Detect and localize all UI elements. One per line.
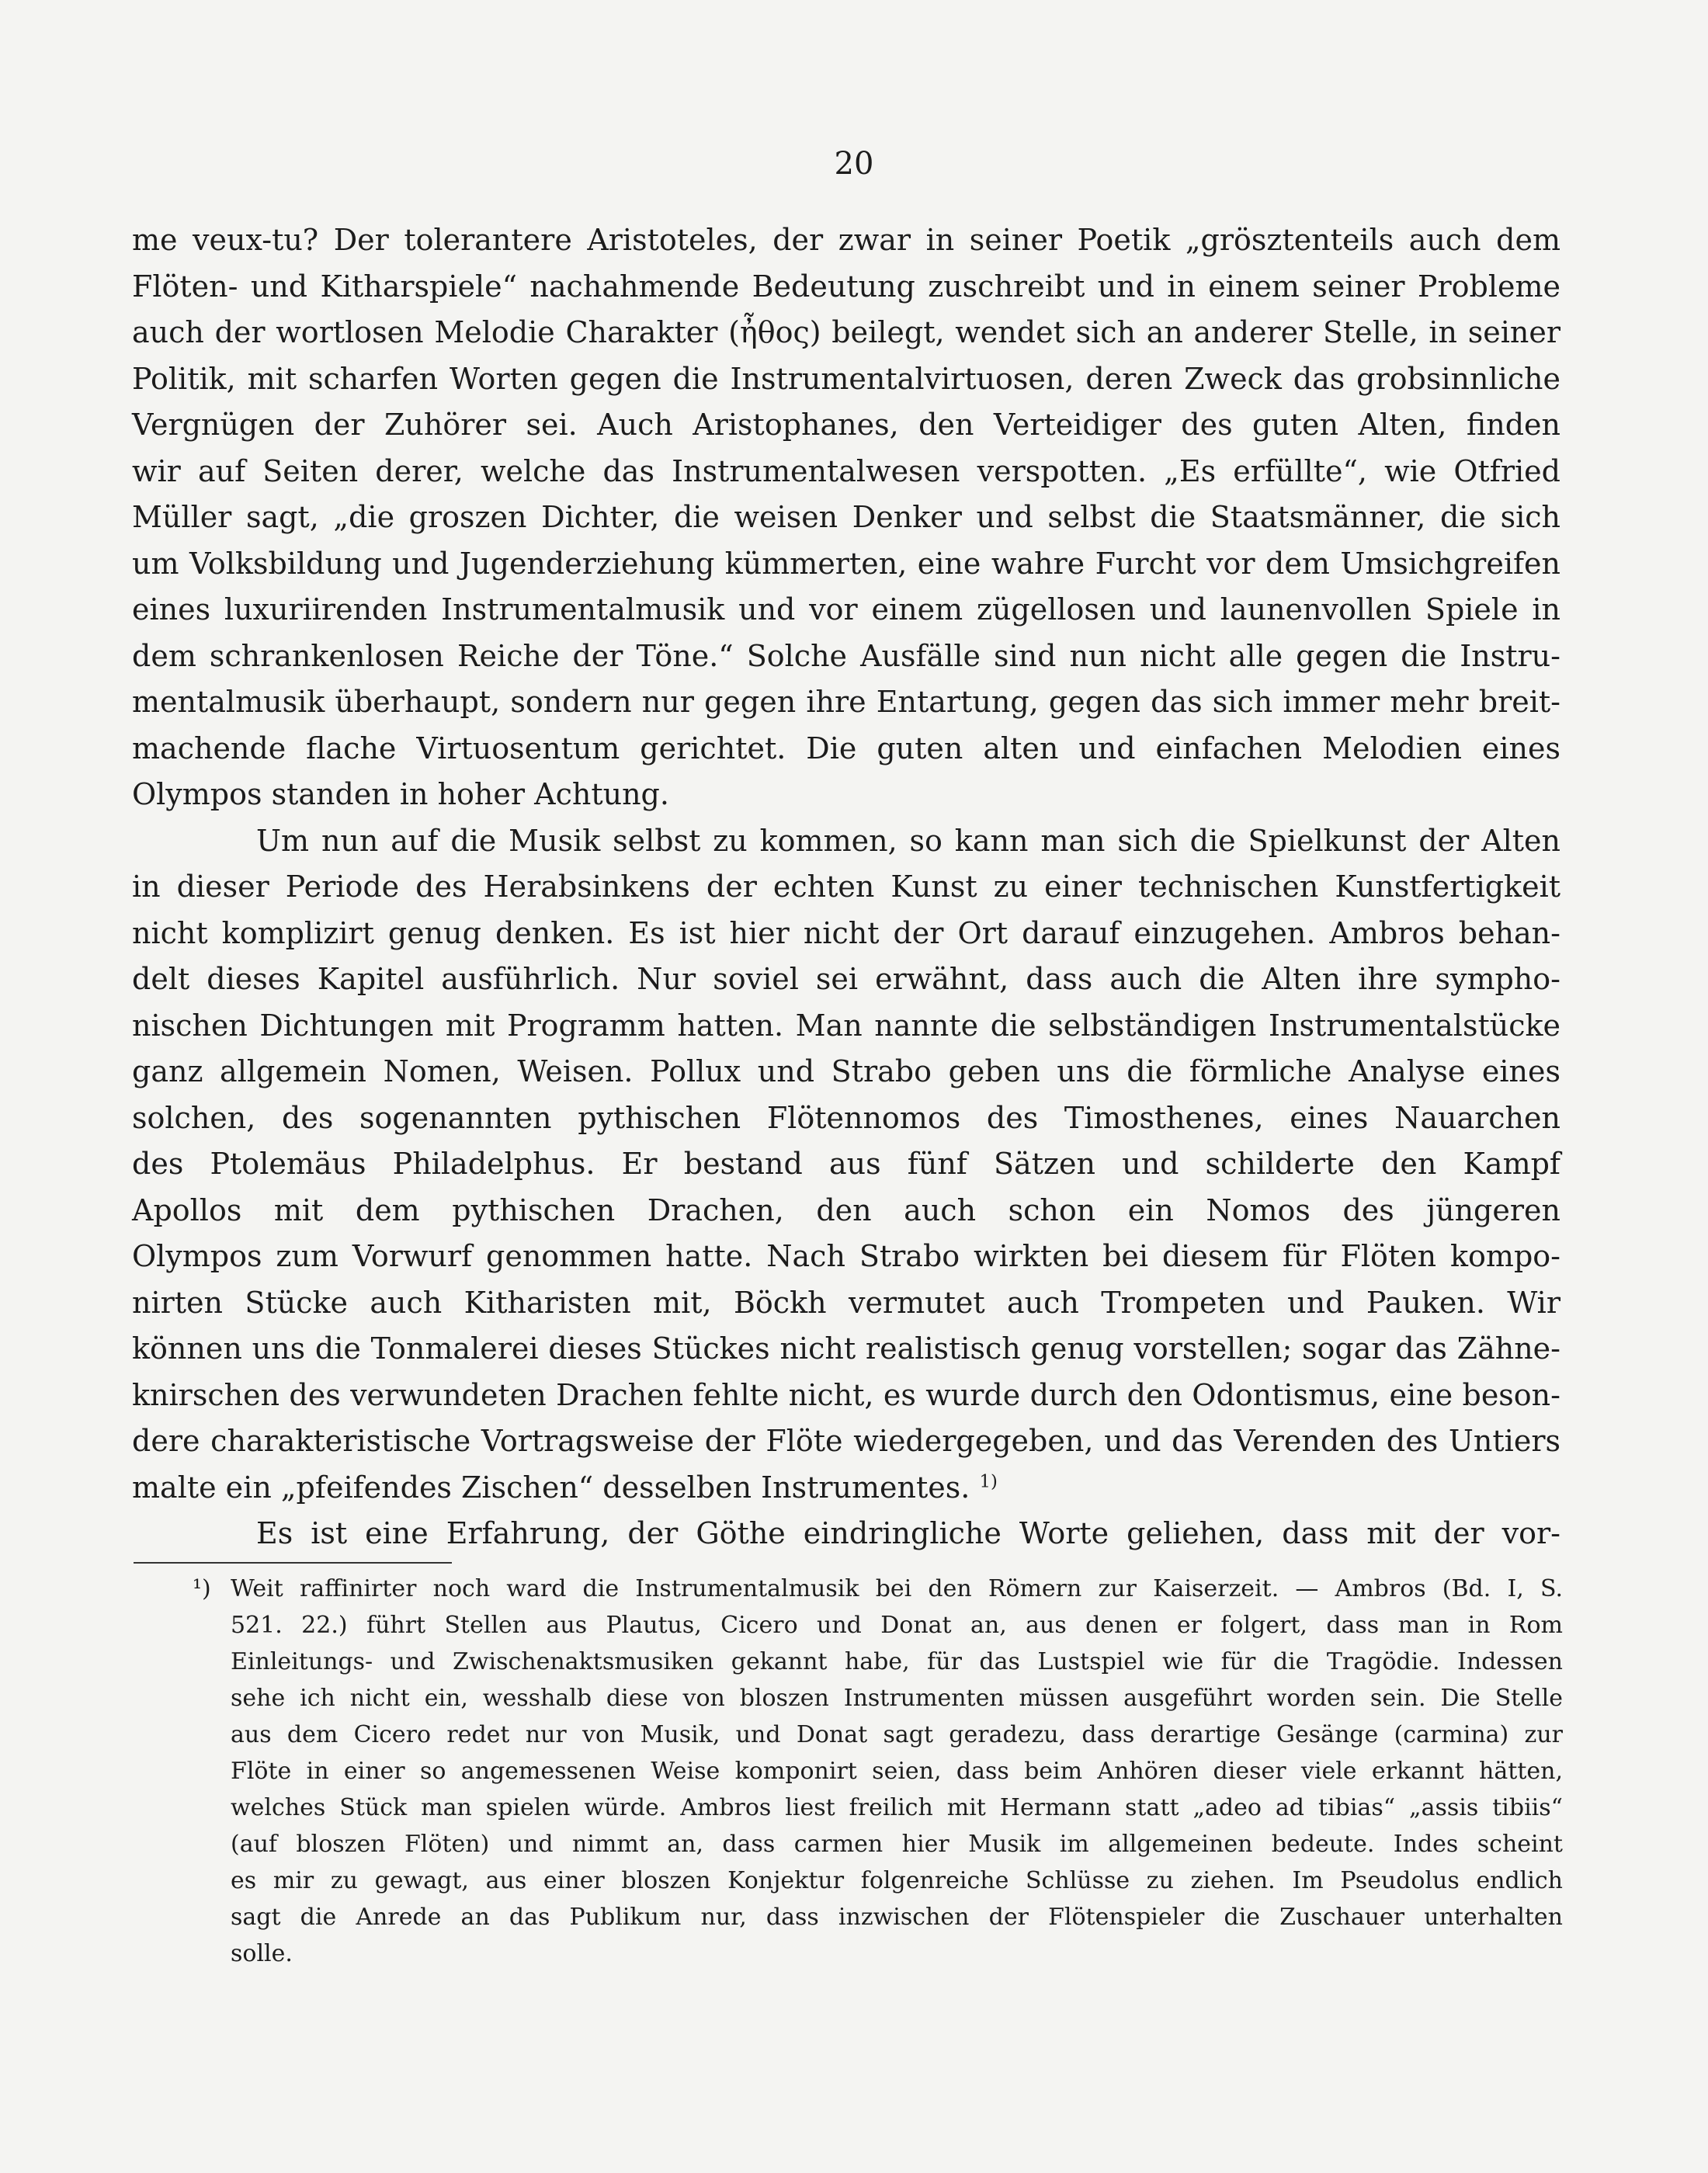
footnote-rule bbox=[134, 1562, 452, 1564]
body-line: Es ist eine Erfahrung, der Göthe eindringliche Worte geliehen, dass mit der vor- bbox=[256, 1516, 1560, 1550]
body-line: machende flache Virtuosentum gerichtet. Die guten alten und einfachen Melodien eines bbox=[132, 731, 1560, 765]
body-line: Politik, mit scharfen Worten gegen die Instrumentalvirtuosen, deren Zweck das grobsinnliche bbox=[132, 362, 1560, 396]
body-line: nicht komplizirt genug denken. Es ist hier nicht der Ort darauf einzugehen. Ambros behan- bbox=[132, 916, 1560, 950]
body-line: Um nun auf die Musik selbst zu kommen, so kann man sich die Spielkunst der Alten bbox=[256, 824, 1560, 858]
footnote-line: Flöte in einer so angemessenen Weise komponirt seien, dass beim Anhören dieser viele erkannt hätten, bbox=[231, 1758, 1563, 1785]
footnote-line: Weit raffinirter noch ward die Instrumentalmusik bei den Römern zur Kaiserzeit. — Ambros (Bd. I, S. bbox=[231, 1575, 1563, 1602]
body-line: nirten Stücke auch Kitharisten mit, Böckh vermutet auch Trompeten und Pauken. Wir bbox=[132, 1286, 1560, 1320]
footnote-line: sehe ich nicht ein, wesshalb diese von bloszen Instrumenten müssen ausgeführt worden sein. Die Stelle bbox=[231, 1685, 1563, 1712]
footnote-line: aus dem Cicero redet nur von Musik, und Donat sagt geradezu, dass derartige Gesänge (carmina) zur bbox=[231, 1721, 1563, 1748]
footnote-line: 521. 22.) führt Stellen aus Plautus, Cicero und Donat an, aus denen er folgert, dass man in Rom bbox=[231, 1612, 1563, 1639]
body-line: Apollos mit dem pythischen Drachen, den auch schon ein Nomos des jüngeren bbox=[132, 1193, 1560, 1227]
body-line: Vergnügen der Zuhörer sei. Auch Aristophanes, den Verteidiger des guten Alten, finden bbox=[132, 408, 1560, 442]
body-line: solchen, des sogenannten pythischen Flötennomos des Timosthenes, eines Nauarchen bbox=[132, 1101, 1560, 1135]
footnote-line: welches Stück man spielen würde. Ambros liest freilich mit Hermann statt „adeo ad tibias“ „assis tibiis“ bbox=[231, 1794, 1563, 1821]
body-line bbox=[132, 1470, 1560, 1505]
body-line: in dieser Periode des Herabsinkens der echten Kunst zu einer technischen Kunstfertigkeit bbox=[132, 870, 1560, 904]
body-line: des Ptolemäus Philadelphus. Er bestand aus fünf Sätzen und schilderte den Kampf bbox=[132, 1147, 1560, 1181]
body-line-text: malte ein „pfeifendes Zischen“ desselben Instrumentes. bbox=[132, 1470, 970, 1505]
footnote-line: solle. bbox=[231, 1940, 293, 1967]
footnote-line: (auf bloszen Flöten) und nimmt an, dass carmen hier Musik im allgemeinen bedeute. Indes scheint bbox=[231, 1831, 1563, 1858]
body-line: wir auf Seiten derer, welche das Instrumentalwesen verspotten. „Es erfüllte“, wie Otfried bbox=[132, 454, 1560, 488]
footnote-line: Einleitungs- und Zwischenaktsmusiken gekannt habe, für das Lustspiel wie für die Tragödie. Indessen bbox=[231, 1648, 1563, 1675]
body-line: um Volksbildung und Jugenderziehung kümmerten, eine wahre Furcht vor dem Umsichgreifen bbox=[132, 547, 1560, 581]
footnote-marker: ¹) bbox=[193, 1575, 211, 1602]
body-line: mentalmusik überhaupt, sondern nur gegen ihre Entartung, gegen das sich immer mehr breit- bbox=[132, 685, 1560, 719]
body-line: Flöten- und Kitharspiele“ nachahmende Bedeutung zuschreibt und in einem seiner Probleme bbox=[132, 269, 1560, 304]
page-number: 20 bbox=[834, 146, 874, 182]
body-line: auch der wortlosen Melodie Charakter (ἦθος) beilegt, wendet sich an anderer Stelle, in seiner bbox=[132, 315, 1560, 349]
body-line: ganz allgemein Nomen, Weisen. Pollux und Strabo geben uns die förmliche Analyse eines bbox=[132, 1054, 1560, 1088]
body-line: nischen Dichtungen mit Programm hatten. Man nannte die selbständigen Instrumentalstücke bbox=[132, 1008, 1560, 1043]
body-line: können uns die Tonmalerei dieses Stückes nicht realistisch genug vorstellen; sogar das Zähne- bbox=[132, 1331, 1560, 1366]
body-line: Olympos zum Vorwurf genommen hatte. Nach Strabo wirkten bei diesem für Flöten kompo- bbox=[132, 1239, 1560, 1273]
body-line: eines luxuriirenden Instrumentalmusik und vor einem zügellosen und launenvollen Spiele in bbox=[132, 592, 1560, 627]
body-line: me veux-tu? Der tolerantere Aristoteles, der zwar in seiner Poetik „grösztenteils auch dem bbox=[132, 223, 1560, 257]
body-line: knirschen des verwundeten Drachen fehlte nicht, es wurde durch den Odontismus, eine beson- bbox=[132, 1378, 1560, 1412]
footnote-line: es mir zu gewagt, aus einer bloszen Konjektur folgenreiche Schlüsse zu ziehen. Im Pseudolus endlich bbox=[231, 1867, 1563, 1894]
body-line: dem schrankenlosen Reiche der Töne.“ Solche Ausfälle sind nun nicht alle gegen die Instru- bbox=[132, 639, 1560, 673]
body-line: dere charakteristische Vortragsweise der Flöte wiedergegeben, und das Verenden des Untiers bbox=[132, 1424, 1560, 1458]
body-line: Müller sagt, „die groszen Dichter, die weisen Denker und selbst die Staatsmänner, die sich bbox=[132, 500, 1560, 534]
body-line: Olympos standen in hoher Achtung. bbox=[132, 777, 669, 811]
footnote-line: sagt die Anrede an das Publikum nur, dass inzwischen der Flötenspieler die Zuschauer unterhalten bbox=[231, 1904, 1563, 1931]
footnote-reference: 1) bbox=[979, 1471, 998, 1492]
body-line: delt dieses Kapitel ausführlich. Nur soviel sei erwähnt, dass auch die Alten ihre sympho- bbox=[132, 962, 1560, 996]
